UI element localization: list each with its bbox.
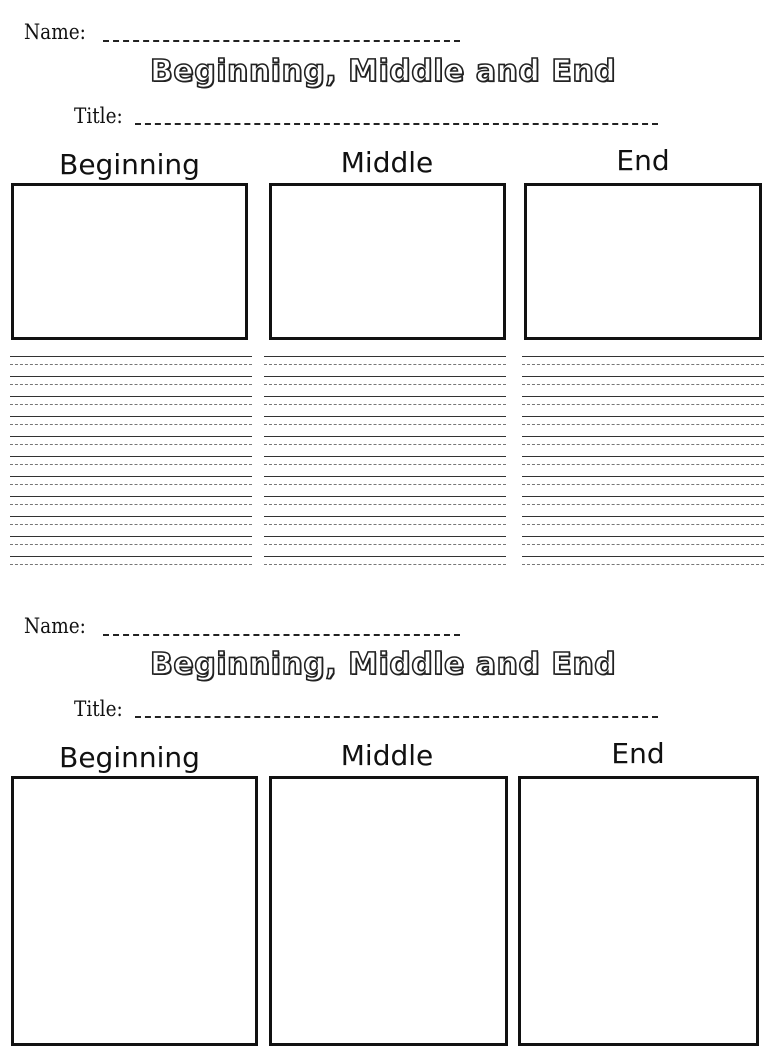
title-label: Title: — [74, 697, 123, 721]
writing-baseline — [522, 496, 764, 497]
column-label-middle: Middle — [340, 146, 434, 179]
name-blank-line[interactable] — [103, 634, 460, 636]
writing-midline — [522, 484, 764, 485]
name-label: Name: — [24, 20, 86, 44]
name-blank-line[interactable] — [103, 40, 460, 42]
writing-baseline — [264, 536, 506, 537]
title-label: Title: — [74, 104, 123, 128]
writing-baseline — [10, 536, 252, 537]
writing-midline — [10, 364, 252, 365]
writing-baseline — [10, 396, 252, 397]
writing-midline — [10, 484, 252, 485]
writing-midline — [522, 404, 764, 405]
column-label-middle: Middle — [340, 739, 434, 772]
writing-baseline — [522, 516, 764, 517]
writing-midline — [264, 484, 506, 485]
writing-baseline — [522, 436, 764, 437]
column-label-end: End — [616, 144, 670, 177]
writing-midline — [10, 444, 252, 445]
writing-baseline — [264, 376, 506, 377]
writing-midline — [264, 364, 506, 365]
writing-midline — [264, 404, 506, 405]
writing-midline — [264, 384, 506, 385]
writing-midline — [10, 504, 252, 505]
drawing-box-middle[interactable] — [269, 776, 508, 1046]
writing-midline — [10, 564, 252, 565]
writing-baseline — [10, 456, 252, 457]
writing-baseline — [10, 356, 252, 357]
worksheet-heading: Beginning, Middle and End — [150, 54, 617, 89]
writing-midline — [264, 424, 506, 425]
column-label-end: End — [611, 737, 665, 770]
drawing-box-beginning[interactable] — [11, 183, 248, 340]
writing-midline — [10, 384, 252, 385]
writing-baseline — [522, 456, 764, 457]
writing-lines-beginning[interactable] — [10, 352, 252, 572]
column-label-beginning: Beginning — [59, 741, 200, 774]
writing-midline — [264, 524, 506, 525]
writing-midline — [522, 464, 764, 465]
writing-baseline — [10, 556, 252, 557]
writing-baseline — [264, 456, 506, 457]
writing-midline — [522, 444, 764, 445]
writing-baseline — [522, 476, 764, 477]
title-blank-line[interactable] — [135, 716, 658, 718]
writing-baseline — [522, 556, 764, 557]
writing-baseline — [522, 396, 764, 397]
writing-midline — [522, 384, 764, 385]
writing-baseline — [264, 516, 506, 517]
drawing-box-end[interactable] — [518, 776, 759, 1046]
writing-baseline — [264, 556, 506, 557]
title-blank-line[interactable] — [135, 123, 658, 125]
writing-midline — [10, 464, 252, 465]
writing-baseline — [10, 416, 252, 417]
writing-baseline — [264, 496, 506, 497]
writing-midline — [10, 404, 252, 405]
writing-midline — [522, 424, 764, 425]
drawing-box-beginning[interactable] — [11, 776, 258, 1046]
writing-baseline — [10, 516, 252, 517]
writing-midline — [264, 444, 506, 445]
writing-lines-end[interactable] — [522, 352, 764, 572]
writing-midline — [264, 564, 506, 565]
writing-baseline — [264, 416, 506, 417]
writing-lines-middle[interactable] — [264, 352, 506, 572]
worksheet-heading: Beginning, Middle and End — [150, 647, 617, 682]
writing-baseline — [264, 396, 506, 397]
writing-baseline — [10, 476, 252, 477]
writing-midline — [522, 504, 764, 505]
writing-baseline — [522, 356, 764, 357]
writing-baseline — [264, 476, 506, 477]
writing-midline — [522, 564, 764, 565]
writing-baseline — [264, 356, 506, 357]
writing-baseline — [10, 496, 252, 497]
writing-midline — [264, 464, 506, 465]
writing-baseline — [10, 376, 252, 377]
writing-baseline — [522, 416, 764, 417]
writing-midline — [10, 424, 252, 425]
drawing-box-end[interactable] — [524, 183, 762, 340]
writing-midline — [264, 544, 506, 545]
writing-baseline — [522, 536, 764, 537]
writing-midline — [264, 504, 506, 505]
writing-baseline — [264, 436, 506, 437]
writing-midline — [10, 544, 252, 545]
writing-baseline — [10, 436, 252, 437]
writing-midline — [522, 544, 764, 545]
writing-midline — [522, 364, 764, 365]
writing-midline — [10, 524, 252, 525]
drawing-box-middle[interactable] — [269, 183, 506, 340]
column-label-beginning: Beginning — [59, 148, 200, 181]
name-label: Name: — [24, 614, 86, 638]
writing-midline — [522, 524, 764, 525]
writing-baseline — [522, 376, 764, 377]
